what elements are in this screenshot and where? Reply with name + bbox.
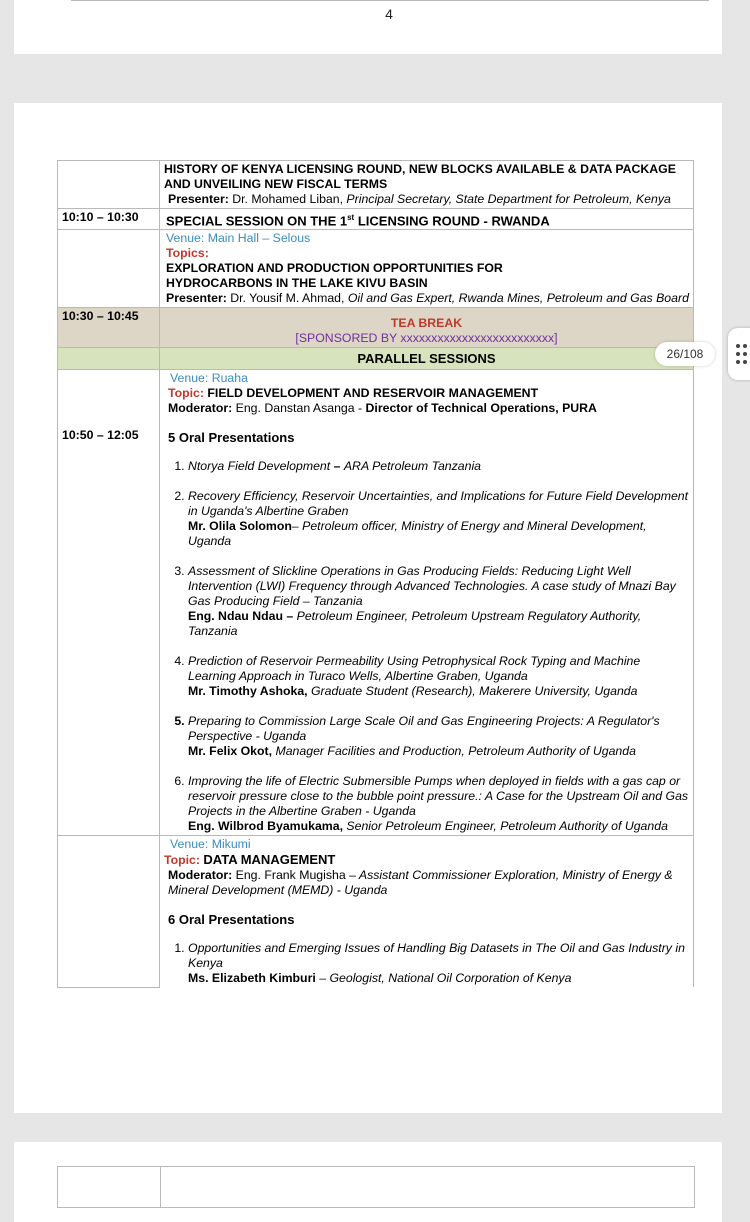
- moderator-name: Eng. Frank Mugisha –: [235, 868, 356, 883]
- page-number: 4: [385, 6, 393, 22]
- presentation-list: [164, 941, 689, 986]
- sponsor-label: [SPONSORED BY xxxxxxxxxxxxxxxxxxxxxxxxx]: [295, 331, 558, 346]
- presenter-name: Dr. Yousif M. Ahmad,: [230, 291, 345, 306]
- page-indicator: 26/108: [655, 342, 715, 366]
- previous-page: [14, 0, 722, 54]
- time-cell: 10:50 – 12:05: [58, 370, 160, 836]
- topic-title: EXPLORATION AND PRODUCTION OPPORTUNITIES FOR HYDROCARBONS IN THE LAKE KIVU BASIN: [166, 261, 503, 291]
- venue-label: Venue: Main Hall – Selous: [166, 231, 311, 246]
- agenda-row-ruaha: [58, 370, 694, 836]
- agenda-row-parallel-sessions: [58, 348, 694, 370]
- presenter-label: Presenter:: [168, 192, 229, 206]
- moderator-role: Director of Technical Operations, PURA: [365, 401, 597, 416]
- session-title: HISTORY OF KENYA LICENSING ROUND, NEW BLOCKS AVAILABLE & DATA PACKAGE AND UNVEILING NEW FISCAL TERMS: [164, 162, 676, 191]
- moderator-name: Eng. Danstan Asanga -: [235, 401, 366, 416]
- time-cell: 10:10 – 10:30: [58, 209, 160, 230]
- presentation-item: 4. Prediction of Reservoir Permeability Using Petrophysical Rock Typing and Machine Learning Approach in Turaco Wells, Albertine Graben, Uganda Mr. Timothy Ashoka, Graduate Student (Research), Makerere University, Uganda: [188, 654, 689, 699]
- presenter-name: Dr. Mohamed Liban,: [232, 192, 343, 206]
- scroll-grip-icon[interactable]: [728, 328, 750, 380]
- topic-line: Topic: FIELD DEVELOPMENT AND RESERVOIR MANAGEMENT: [168, 386, 539, 401]
- presentation-item: 2. Recovery Efficiency, Reservoir Uncertainties, and Implications for Future Field Development in Uganda's Albertine Graben Mr. Olila Solomon– Petroleum officer, Ministry of Energy and Mineral Development, Uganda: [188, 489, 689, 549]
- agenda-row-rwanda-session: [58, 209, 694, 230]
- presenter-line: Presenter: Dr. Yousif M. Ahmad, Oil and Gas Expert, Rwanda Mines, Petroleum and Gas Board: [166, 291, 689, 306]
- presenter-role: Principal Secretary, State Department for Petroleum, Kenya: [346, 192, 671, 206]
- session-heading: SPECIAL SESSION ON THE 1st LICENSING ROUND - RWANDA: [160, 209, 694, 230]
- venue-label: Venue: Mikumi: [170, 837, 251, 852]
- oral-presentations-heading: 5 Oral Presentations: [168, 430, 295, 446]
- topics-label: Topics:: [166, 246, 209, 261]
- agenda-row-lake-kivu: [58, 230, 694, 308]
- tea-break-label: TEA BREAK: [390, 316, 463, 331]
- time-cell-empty: [58, 161, 160, 209]
- topic-title: FIELD DEVELOPMENT AND RESERVOIR MANAGEMENT: [207, 386, 539, 401]
- topic-title: DATA MANAGEMENT: [203, 852, 336, 868]
- agenda-row-kenya-licensing: [58, 161, 694, 209]
- parallel-sessions-label: PARALLEL SESSIONS: [160, 348, 694, 370]
- oral-presentations-heading: 6 Oral Presentations: [168, 912, 295, 928]
- presentation-item: 6. Improving the life of Electric Submersible Pumps when deployed in fields with a gas cap or reservoir pressure close to the bubble point pressure.: A Case for the Upstream Oil and Gas Projects in the Albertine Graben - Uganda Eng. Wilbrod Byamukama, Senior Petroleum Engineer, Petroleum Authority of Uganda: [188, 774, 689, 834]
- presentation-list: [164, 459, 689, 834]
- moderator-line: Moderator: Eng. Danstan Asanga - Director of Technical Operations, PURA: [168, 401, 597, 416]
- next-table-fragment: [57, 1166, 695, 1208]
- moderator-role: Assistant Commissioner Exploration, Ministry of Energy & Mineral Development (MEMD) - Uganda: [168, 868, 673, 898]
- topic-line: Topic: DATA MANAGEMENT: [164, 852, 336, 868]
- presentation-item: 1. Opportunities and Emerging Issues of Handling Big Datasets in The Oil and Gas Industry in Kenya Ms. Elizabeth Kimburi – Geologist, National Oil Corporation of Kenya: [188, 941, 689, 986]
- moderator-line: Moderator: Eng. Frank Mugisha – Assistant Commissioner Exploration, Ministry of Energy & Mineral Development (MEMD) - Uganda: [168, 868, 673, 898]
- presenter-role: Oil and Gas Expert, Rwanda Mines, Petroleum and Gas Board: [347, 291, 689, 306]
- presentation-item: 5. Preparing to Commission Large Scale Oil and Gas Engineering Projects: A Regulator's Perspective - Uganda Mr. Felix Okot, Manager Facilities and Production, Petroleum Authority of Uganda: [188, 714, 689, 759]
- presenter-line: [164, 192, 689, 207]
- presentation-item: 1. Ntorya Field Development – ARA Petroleum Tanzania: [188, 459, 689, 474]
- agenda-row-tea-break: [58, 308, 694, 348]
- venue-label: Venue: Ruaha: [170, 371, 248, 386]
- agenda-table: [57, 160, 694, 988]
- time-cell: 10:30 – 10:45: [58, 308, 160, 348]
- previous-table-fragment: [71, 0, 709, 1]
- presentation-item: 3. Assessment of Slickline Operations in Gas Producing Fields: Reducing Light Well Intervention (LWI) Frequency through Advanced Technologies. A case study of Mnazi Bay Gas Producing Field – Tanzania Eng. Ndau Ndau – Petroleum Engineer, Petroleum Upstream Regulatory Authority, Tanzania: [188, 564, 689, 639]
- agenda-row-mikumi: [58, 836, 694, 988]
